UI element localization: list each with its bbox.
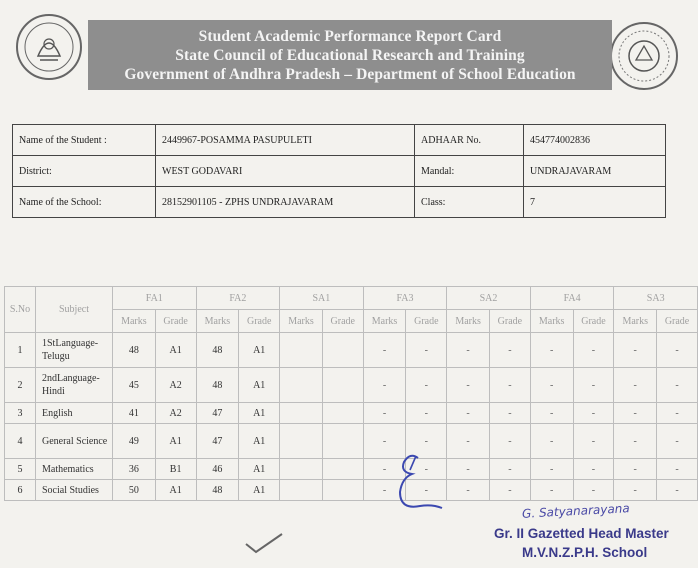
sa3-grade: - <box>657 424 698 459</box>
sa2-marks: - <box>447 459 490 480</box>
fa3-grade: - <box>406 480 447 501</box>
fa3-grade: - <box>406 424 447 459</box>
row-subject: Mathematics <box>36 459 113 480</box>
marks-col-header: Marks <box>614 310 657 333</box>
fa2-grade: A1 <box>239 368 280 403</box>
stamp-designation: Gr. II Gazetted Head Master <box>494 526 669 541</box>
sa3-marks: - <box>614 333 657 368</box>
student-name-value: 2449967-POSAMMA PASUPULETI <box>156 125 415 156</box>
row-sno: 1 <box>5 333 36 368</box>
table-row <box>5 333 698 368</box>
header-government: Government of Andhra Pradesh – Department of School Education <box>124 65 576 83</box>
sa3-marks: - <box>614 459 657 480</box>
fa4-grade: - <box>573 403 614 424</box>
fa4-grade: - <box>573 480 614 501</box>
fa3-marks: - <box>363 424 406 459</box>
sa2-marks: - <box>447 480 490 501</box>
row-sno: 6 <box>5 480 36 501</box>
fa3-grade: - <box>406 403 447 424</box>
exam-header-sa1: SA1 <box>280 287 364 310</box>
mandal-value: UNDRAJAVARAM <box>524 156 666 187</box>
sa2-grade: - <box>489 403 530 424</box>
sa3-grade: - <box>657 333 698 368</box>
row-subject: English <box>36 403 113 424</box>
sa1-marks <box>280 480 323 501</box>
grade-col-header: Grade <box>322 310 363 333</box>
sa2-marks: - <box>447 424 490 459</box>
sa1-marks <box>280 333 323 368</box>
mandal-label: Mandal: <box>415 156 524 187</box>
marks-col-header: Marks <box>363 310 406 333</box>
fa1-grade: A1 <box>155 480 196 501</box>
sa1-marks <box>280 424 323 459</box>
headmaster-signature: G. Satyanarayana <box>521 501 631 521</box>
fa3-marks: - <box>363 480 406 501</box>
sa2-marks: - <box>447 368 490 403</box>
sa3-grade: - <box>657 480 698 501</box>
exam-header-fa4: FA4 <box>530 287 614 310</box>
exam-header-sa3: SA3 <box>614 287 698 310</box>
fa4-marks: - <box>530 333 573 368</box>
sa2-marks: - <box>447 403 490 424</box>
fa2-grade: A1 <box>239 403 280 424</box>
aadhaar-label: ADHAAR No. <box>415 125 524 156</box>
fa3-marks: - <box>363 368 406 403</box>
info-row-school <box>13 187 666 218</box>
sa3-grade: - <box>657 368 698 403</box>
fa4-marks: - <box>530 403 573 424</box>
marks-col-header: Marks <box>447 310 490 333</box>
scert-logo-seal <box>608 20 680 92</box>
table-row <box>5 368 698 403</box>
sa1-marks <box>280 368 323 403</box>
fa3-marks: - <box>363 459 406 480</box>
marks-header-row <box>5 287 698 310</box>
row-subject: Social Studies <box>36 480 113 501</box>
table-row <box>5 403 698 424</box>
fa3-marks: - <box>363 333 406 368</box>
row-sno: 5 <box>5 459 36 480</box>
row-subject: 1StLanguage-Telugu <box>36 333 113 368</box>
sa2-grade: - <box>489 459 530 480</box>
fa4-marks: - <box>530 459 573 480</box>
fa2-marks: 48 <box>196 480 239 501</box>
fa3-grade: - <box>406 368 447 403</box>
row-subject: 2ndLanguage-Hindi <box>36 368 113 403</box>
fa1-marks: 50 <box>113 480 156 501</box>
header-council: State Council of Educational Research and Training <box>175 46 525 64</box>
fa1-grade: B1 <box>155 459 196 480</box>
grade-col-header: Grade <box>406 310 447 333</box>
fa1-grade: A1 <box>155 424 196 459</box>
fa2-marks: 46 <box>196 459 239 480</box>
grade-col-header: Grade <box>657 310 698 333</box>
fa4-grade: - <box>573 459 614 480</box>
fa4-grade: - <box>573 424 614 459</box>
school-value: 28152901105 - ZPHS UNDRAJAVARAM <box>156 187 415 218</box>
fa4-marks: - <box>530 480 573 501</box>
handwritten-scribble <box>390 448 450 520</box>
marks-col-header: Marks <box>196 310 239 333</box>
check-mark <box>244 530 284 554</box>
grade-col-header: Grade <box>573 310 614 333</box>
sa3-marks: - <box>614 424 657 459</box>
sa3-marks: - <box>614 480 657 501</box>
class-label: Class: <box>415 187 524 218</box>
district-label: District: <box>13 156 156 187</box>
grade-col-header: Grade <box>489 310 530 333</box>
fa1-marks: 49 <box>113 424 156 459</box>
fa3-marks: - <box>363 403 406 424</box>
table-row <box>5 424 698 459</box>
row-subject: General Science <box>36 424 113 459</box>
sa3-grade: - <box>657 459 698 480</box>
sa1-marks <box>280 403 323 424</box>
student-name-label: Name of the Student : <box>13 125 156 156</box>
sa1-marks <box>280 459 323 480</box>
grade-col-header: Grade <box>155 310 196 333</box>
subject-header: Subject <box>36 287 113 333</box>
header-title: Student Academic Performance Report Card <box>198 27 502 45</box>
fa3-grade: - <box>406 459 447 480</box>
info-row-district <box>13 156 666 187</box>
row-sno: 4 <box>5 424 36 459</box>
fa1-marks: 36 <box>113 459 156 480</box>
sno-header: S.No <box>5 287 36 333</box>
report-card-header-banner <box>88 20 612 90</box>
table-row <box>5 459 698 480</box>
fa4-grade: - <box>573 368 614 403</box>
fa4-marks: - <box>530 424 573 459</box>
exam-header-fa1: FA1 <box>113 287 197 310</box>
state-emblem-seal <box>14 12 84 82</box>
fa1-grade: A1 <box>155 333 196 368</box>
fa4-marks: - <box>530 368 573 403</box>
sa1-grade <box>322 459 363 480</box>
fa1-marks: 41 <box>113 403 156 424</box>
sa1-grade <box>322 424 363 459</box>
exam-header-fa2: FA2 <box>196 287 280 310</box>
row-sno: 2 <box>5 368 36 403</box>
sa2-grade: - <box>489 480 530 501</box>
fa2-grade: A1 <box>239 333 280 368</box>
fa1-grade: A2 <box>155 403 196 424</box>
sa1-grade <box>322 480 363 501</box>
sa3-marks: - <box>614 368 657 403</box>
aadhaar-value: 454774002836 <box>524 125 666 156</box>
grade-col-header: Grade <box>239 310 280 333</box>
marks-col-header: Marks <box>530 310 573 333</box>
fa4-grade: - <box>573 333 614 368</box>
row-sno: 3 <box>5 403 36 424</box>
sa1-grade <box>322 333 363 368</box>
fa2-grade: A1 <box>239 424 280 459</box>
class-value: 7 <box>524 187 666 218</box>
fa2-grade: A1 <box>239 480 280 501</box>
marks-table <box>4 286 698 501</box>
sa1-grade <box>322 368 363 403</box>
fa2-marks: 47 <box>196 424 239 459</box>
sa3-grade: - <box>657 403 698 424</box>
stamp-school: M.V.N.Z.P.H. School <box>522 545 648 560</box>
fa1-grade: A2 <box>155 368 196 403</box>
sa2-marks: - <box>447 333 490 368</box>
sa1-grade <box>322 403 363 424</box>
fa2-marks: 47 <box>196 403 239 424</box>
info-row-name <box>13 125 666 156</box>
fa1-marks: 45 <box>113 368 156 403</box>
exam-header-sa2: SA2 <box>447 287 531 310</box>
sa3-marks: - <box>614 403 657 424</box>
sa2-grade: - <box>489 368 530 403</box>
exam-header-fa3: FA3 <box>363 287 447 310</box>
sa2-grade: - <box>489 424 530 459</box>
fa3-grade: - <box>406 333 447 368</box>
fa1-marks: 48 <box>113 333 156 368</box>
marks-col-header: Marks <box>280 310 323 333</box>
marks-col-header: Marks <box>113 310 156 333</box>
fa2-marks: 48 <box>196 333 239 368</box>
fa2-grade: A1 <box>239 459 280 480</box>
school-label: Name of the School: <box>13 187 156 218</box>
district-value: WEST GODAVARI <box>156 156 415 187</box>
table-row <box>5 480 698 501</box>
fa2-marks: 48 <box>196 368 239 403</box>
student-info-table <box>12 124 666 218</box>
sa2-grade: - <box>489 333 530 368</box>
